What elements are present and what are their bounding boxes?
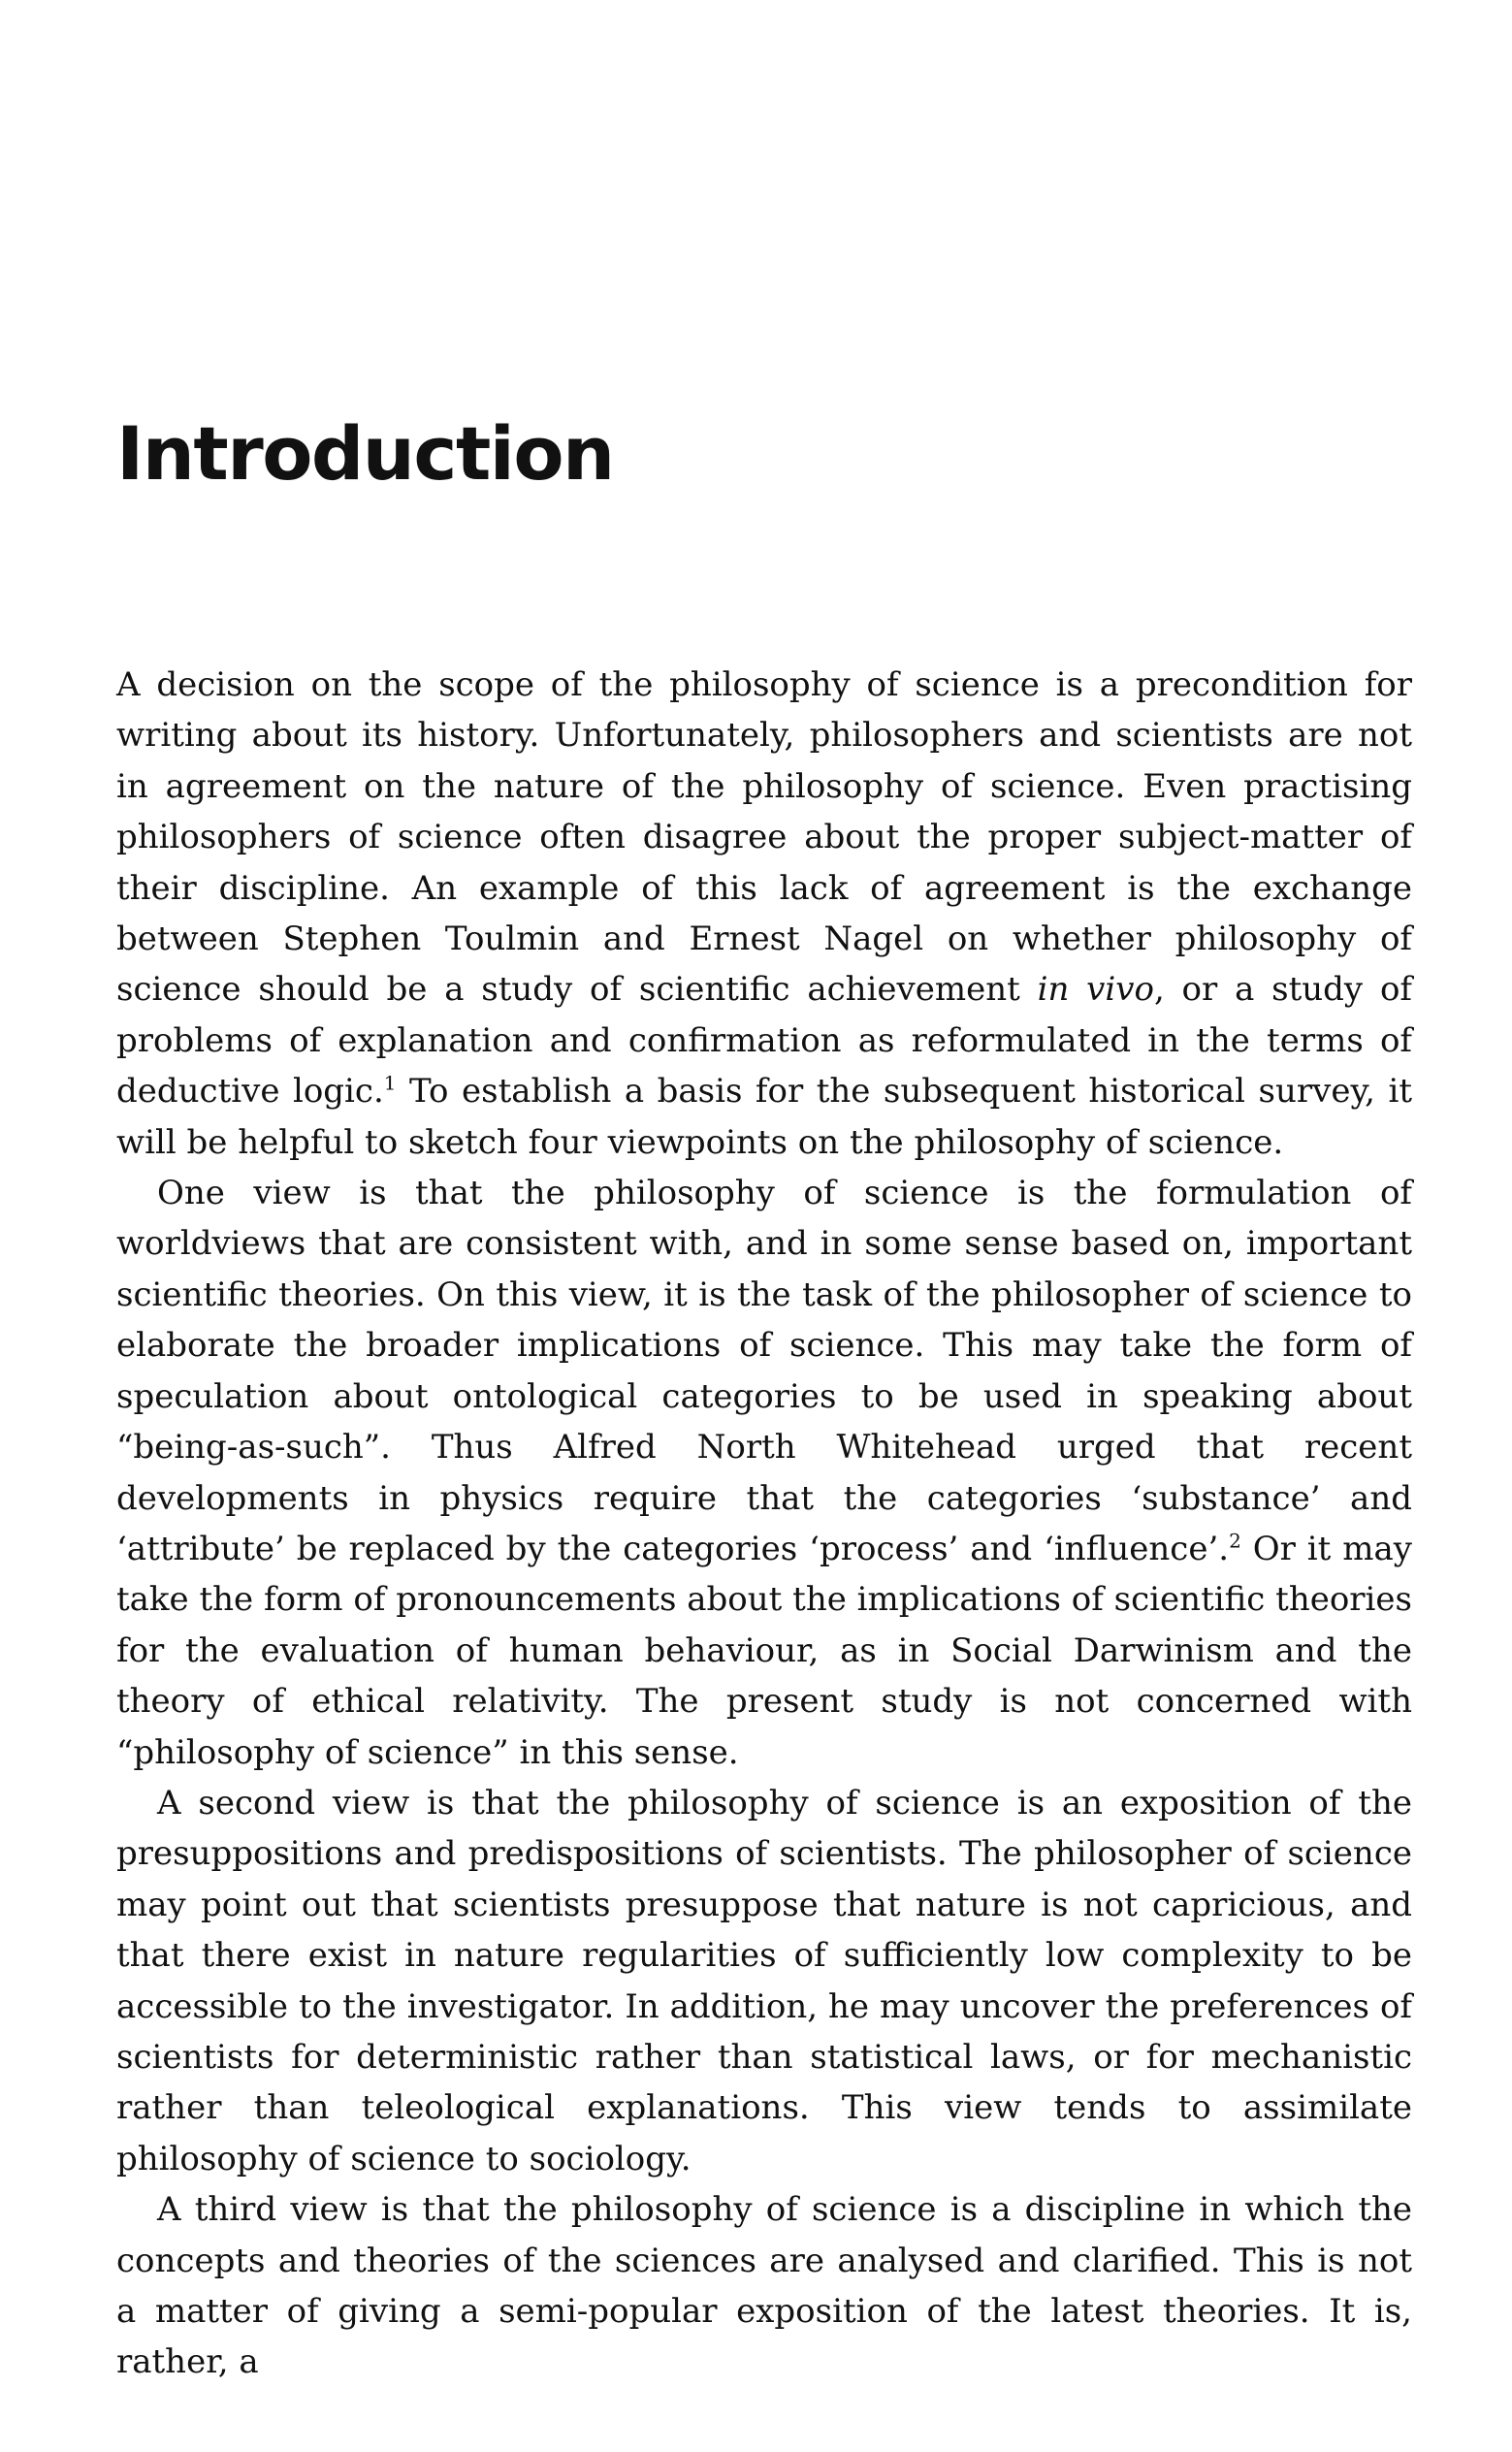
paragraph-3 xyxy=(116,1778,1412,2184)
paragraph-text: A third view is that the philosophy of science is a discipline in which the concepts and theories of the sciences are analysed and clarified. This is not a matter of giving a semi-popular exposition of the latest theories. It is, rather, a xyxy=(116,2190,1412,2382)
italic-phrase: in vivo xyxy=(1037,970,1154,1010)
chapter-title: Introduction xyxy=(116,410,614,497)
paragraph-text: A decision on the scope of the philosophy of science is a precondition for writing about its history. Unfortunately, philosophers and scientists are not in agreement on the nature of the philosophy of science. Even practising philosophers of science often disagree about the proper subject-matter of their discipline. An example of this lack of agreement is the exchange between Stephen Toulmin and Ernest Nagel on whether philosophy of science should be a study of scientific achievement xyxy=(116,665,1412,1010)
paragraph-4 xyxy=(116,2184,1412,2388)
chapter-body xyxy=(116,660,1412,2388)
footnote-marker-1[interactable]: 1 xyxy=(383,1071,397,1095)
paragraph-text: Or it may take the form of pronouncements about the implications of scientific theories for the evaluation of human behaviour, as in Social Darwinism and the theory of ethical relativity. The present study is not concerned with “philosophy of science” in this sense. xyxy=(116,1529,1412,1772)
paragraph-2 xyxy=(116,1168,1412,1778)
footnote-marker-2[interactable]: 2 xyxy=(1229,1529,1241,1553)
paragraph-text: To establish a basis for the subsequent historical survey, it will be helpful to sketch four viewpoints on the philosophy of science. xyxy=(116,1072,1412,1162)
paragraph-text: , or a study of problems of explanation and confirmation as reformulated in the terms of deductive logic. xyxy=(116,970,1412,1112)
paragraph-text: A second view is that the philosophy of science is an exposition of the presuppositions and predispositions of scientists. The philosopher of science may point out that scientists presuppose that nature is not capricious, and that there exist in nature regularities of sufficiently low complexity to be accessible to the investigator. In addition, he may uncover the preferences of scientists for deterministic rather than statistical laws, or for mechanistic rather than teleological explanations. This view tends to assimilate philosophy of science to sociology. xyxy=(116,1783,1412,2178)
paragraph-1 xyxy=(116,660,1412,1168)
paragraph-text: One view is that the philosophy of science is the formulation of worldviews that are consistent with, and in some sense based on, important scientific theories. On this view, it is the task of the philosopher of science to elaborate the broader implications of science. This may take the form of speculation about ontological categories to be used in speaking about “being-as-such”. Thus Alfred North Whitehead urged that recent developments in physics require that the categories ‘substance’ and ‘attribute’ be replaced by the categories ‘process’ and ‘influence’. xyxy=(116,1174,1412,1568)
